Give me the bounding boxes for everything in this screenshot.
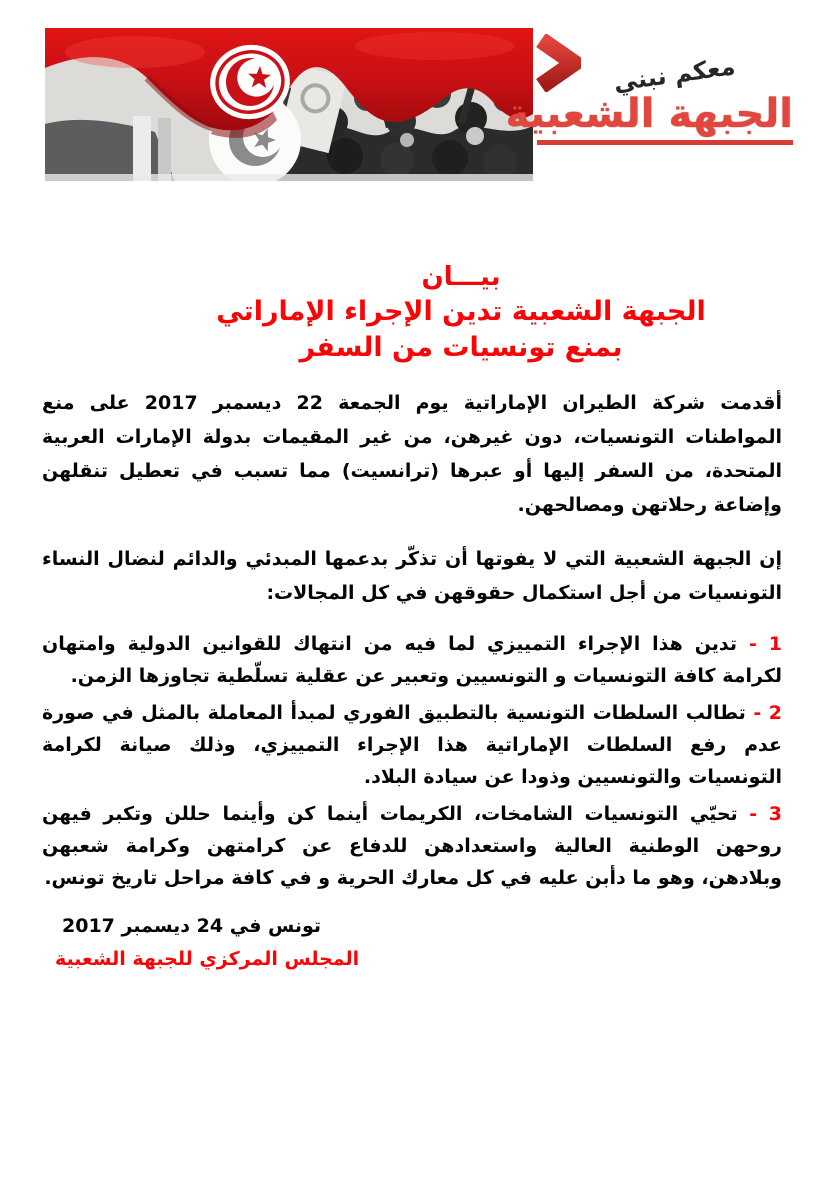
point-1 bbox=[42, 628, 782, 692]
point-3-number: 3 - bbox=[737, 803, 782, 825]
point-2-number: 2 - bbox=[745, 702, 782, 724]
point-1-number: 1 - bbox=[737, 633, 782, 655]
logo-slogan: معكم نبني bbox=[611, 52, 737, 97]
point-3-text: تحيّي التونسيات الشامخات، الكريمات أينما كن وأينما حللن وتكبر فيهن روحهن الوطنية العالية واستعدادهن للدفاع عن كرامتهن وكرامة شعبهن وبلادهن، وهو ما دأبن عليه في كل معارك الحرية و في كافة مراحل تاريخ تونس. bbox=[42, 803, 782, 889]
point-1-text: تدين هذا الإجراء التمييزي لما فيه من انتهاك للقوانين الدولية وامتهان لكرامة كافة التونسيات و التونسيين وتعبير عن عقلية تسلّطية تجاوزها الزمن. bbox=[42, 633, 782, 687]
logo-org-name: الجبهة الشعبية bbox=[505, 91, 793, 137]
header-banner bbox=[45, 28, 793, 186]
photo-bottom-fade bbox=[45, 174, 533, 181]
title-word-bayan: بيـــان bbox=[421, 262, 501, 292]
title-line-travel-ban: بمنع تونسيات من السفر bbox=[299, 332, 623, 363]
statement-title bbox=[100, 260, 822, 366]
signature-line: المجلس المركزي للجبهة الشعبية bbox=[55, 948, 360, 970]
flag-over-crowd-photo bbox=[45, 28, 533, 181]
org-logo bbox=[505, 52, 793, 145]
title-line-condemnation: الجبهة الشعبية تدين الإجراء الإماراتي bbox=[216, 296, 706, 327]
paragraph-intro: أقدمت شركة الطيران الإماراتية يوم الجمعة 22 ديسمبر 2017 على منع المواطنات التونسيات، دون غيرهن، من غير المقيمات بدولة الإمارات العربية المتحدة، من السفر إليها أو عبرها (ترانسيت) مما تسبب في تعطيل تنقلهن وإضاعة رحلاتهن ومصالحهن. bbox=[42, 392, 783, 516]
logo-underline bbox=[537, 140, 793, 145]
paragraph-support: إن الجبهة الشعبية التي لا يفوتها أن تذكّر بدعمها المبدئي والدائم لنضال النساء التونسيات من أجل استكمال حقوقهن في كل المجالات: bbox=[42, 548, 782, 604]
point-3 bbox=[42, 798, 782, 894]
numbered-points bbox=[42, 628, 782, 894]
statement-footer bbox=[42, 910, 782, 976]
point-2-text: تطالب السلطات التونسية بالتطبيق الفوري لمبدأ المعاملة بالمثل في صورة عدم رفع السلطات الإماراتية هذا الإجراء التمييزي، وذلك صيانة لكرامة التونسيات والتونسيين وذودا عن سيادة البلاد. bbox=[42, 702, 782, 788]
point-2 bbox=[42, 697, 782, 793]
statement-body bbox=[42, 386, 782, 976]
date-line: تونس في 24 ديسمبر 2017 bbox=[62, 915, 322, 937]
